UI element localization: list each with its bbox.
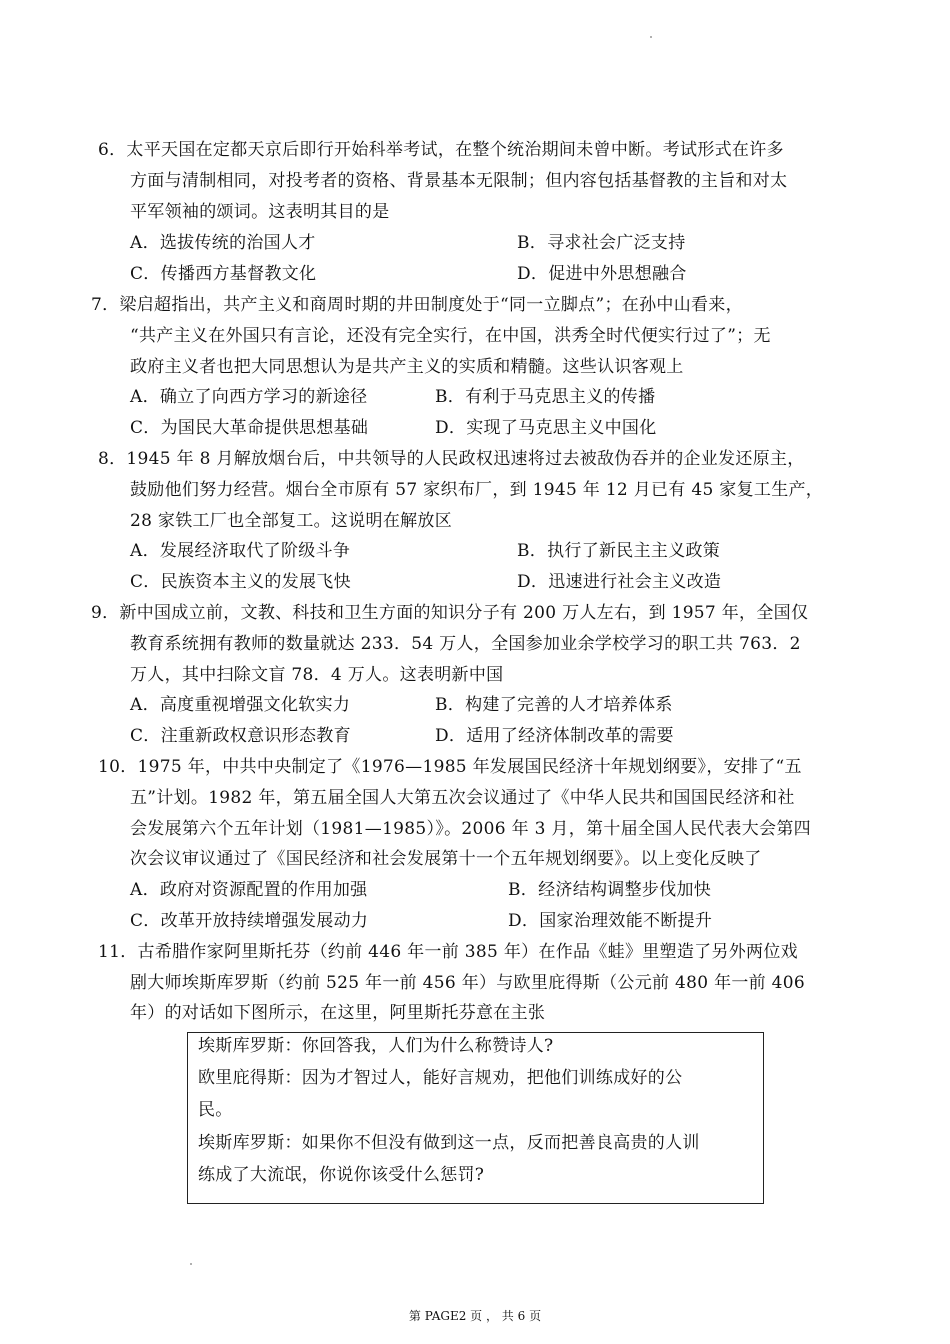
dialogue-line: 欧里庇得斯：因为才智过人，能好言规劝，把他们训练成好的公 bbox=[198, 1068, 683, 1088]
question-stem-line: 平军领袖的颂词。这表明其目的是 bbox=[130, 202, 390, 222]
option-b[interactable]: B．有利于马克思主义的传播 bbox=[435, 387, 656, 407]
question-stem-line: 6．太平天国在定都天京后即行开始科举考试，在整个统治期间未曾中断。考试形式在许多 bbox=[98, 140, 784, 160]
question-stem-line: 方面与清制相同，对投考者的资格、背景基本无限制；但内容包括基督教的主旨和对太 bbox=[130, 171, 788, 191]
question-stem-line: 年）的对话如下图所示，在这里，阿里斯托芬意在主张 bbox=[130, 1003, 546, 1023]
option-c[interactable]: C．改革开放持续增强发展动力 bbox=[130, 911, 369, 931]
option-a[interactable]: A．选拔传统的治国人才 bbox=[130, 233, 316, 253]
question-stem-line: 10．1975 年，中共中央制定了《1976—1985 年发展国民经济十年规划纲要》，安排了“五 bbox=[98, 757, 802, 777]
question-stem-line: 教育系统拥有教师的数量就达 233．54 万人，全国参加业余学校学习的职工共 763．2 bbox=[130, 634, 801, 654]
decorative-dot bbox=[650, 36, 652, 38]
option-d[interactable]: D．国家治理效能不断提升 bbox=[508, 911, 713, 931]
decorative-dot bbox=[190, 1263, 192, 1265]
dialogue-line: 民。 bbox=[198, 1100, 233, 1120]
option-a[interactable]: A．政府对资源配置的作用加强 bbox=[130, 880, 368, 900]
option-d[interactable]: D．迅速进行社会主义改造 bbox=[517, 572, 722, 592]
page-footer: 第 PAGE2 页 ， 共 6 页 bbox=[408, 1309, 542, 1323]
option-c[interactable]: C．为国民大革命提供思想基础 bbox=[130, 418, 369, 438]
option-a[interactable]: A．高度重视增强文化软实力 bbox=[130, 695, 351, 715]
question-stem-line: 会发展第六个五年计划（1981—1985）》。2006 年 3 月，第十届全国人民代表大会第四 bbox=[130, 819, 811, 839]
option-c[interactable]: C．传播西方基督教文化 bbox=[130, 264, 317, 284]
option-b[interactable]: B．经济结构调整步伐加快 bbox=[508, 880, 712, 900]
option-d[interactable]: D．实现了马克思主义中国化 bbox=[435, 418, 657, 438]
question-stem-line: 11．古希腊作家阿里斯托芬（约前 446 年一前 385 年）在作品《蛙》里塑造了另外两位戏 bbox=[98, 942, 798, 962]
question-stem-line: 8．1945 年 8 月解放烟台后，中共领导的人民政权迅速将过去被敌伪吞并的企业发还原主， bbox=[98, 449, 805, 469]
question-stem-line: 次会议审议通过了《国民经济和社会发展第十一个五年规划纲要》。以上变化反映了 bbox=[130, 849, 762, 869]
question-stem-line: “共产主义在外国只有言论，还没有完全实行，在中国，洪秀全时代便实行过了”；无 bbox=[130, 326, 771, 346]
dialogue-line: 练成了大流氓，你说你该受什么惩罚? bbox=[198, 1165, 485, 1185]
question-stem-line: 鼓励他们努力经营。烟台全市原有 57 家织布厂，到 1945 年 12 月已有 45 家复工生产， bbox=[130, 480, 824, 500]
option-a[interactable]: A．发展经济取代了阶级斗争 bbox=[130, 541, 351, 561]
question-stem-line: 9．新中国成立前，文教、科技和卫生方面的知识分子有 200 万人左右，到 1957 年，全国仅 bbox=[91, 603, 809, 623]
question-stem-line: 政府主义者也把大同思想认为是共产主义的实质和精髓。这些认识客观上 bbox=[130, 357, 684, 377]
question-stem-line: 万人，其中扫除文盲 78．4 万人。这表明新中国 bbox=[130, 665, 504, 685]
option-d[interactable]: D．适用了经济体制改革的需要 bbox=[435, 726, 674, 746]
option-c[interactable]: C．注重新政权意识形态教育 bbox=[130, 726, 351, 746]
option-b[interactable]: B．执行了新民主主义政策 bbox=[517, 541, 721, 561]
dialogue-line: 埃斯库罗斯：你回答我，人们为什么称赞诗人? bbox=[198, 1036, 554, 1056]
dialogue-box bbox=[187, 1032, 764, 1204]
question-stem-line: 五”计划。1982 年，第五届全国人大第五次会议通过了《中华人民共和国国民经济和社 bbox=[130, 788, 795, 808]
option-b[interactable]: B．寻求社会广泛支持 bbox=[517, 233, 686, 253]
option-b[interactable]: B．构建了完善的人才培养体系 bbox=[435, 695, 673, 715]
option-d[interactable]: D．促进中外思想融合 bbox=[517, 264, 687, 284]
option-a[interactable]: A．确立了向西方学习的新途径 bbox=[130, 387, 368, 407]
question-stem-line: 剧大师埃斯库罗斯（约前 525 年一前 456 年）与欧里庇得斯（公元前 480 年一前 406 bbox=[130, 973, 806, 993]
question-stem-line: 28 家铁工厂也全部复工。这说明在解放区 bbox=[130, 511, 453, 531]
dialogue-line: 埃斯库罗斯：如果你不但没有做到这一点，反而把善良高贵的人训 bbox=[198, 1133, 700, 1153]
question-stem-line: 7．梁启超指出，共产主义和商周时期的井田制度处于“同一立脚点”；在孙中山看来， bbox=[91, 295, 743, 315]
option-c[interactable]: C．民族资本主义的发展飞快 bbox=[130, 572, 351, 592]
